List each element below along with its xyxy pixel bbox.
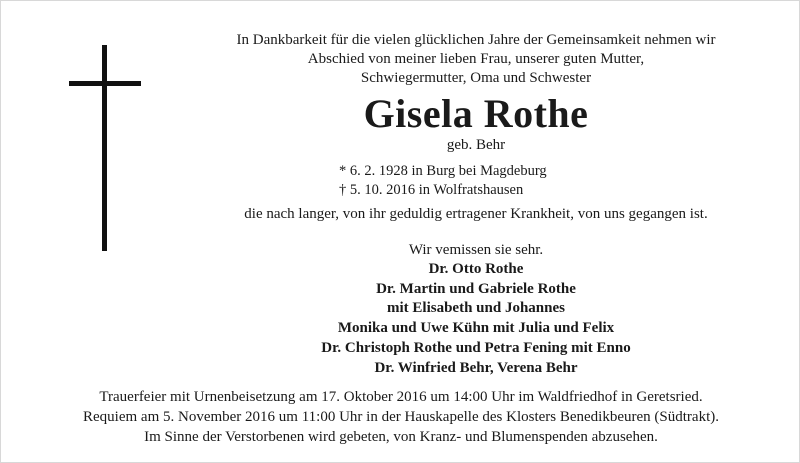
birth-name: geb. Behr (446, 137, 506, 153)
funeral-service-line: Trauerfeier mit Urnenbeisetzung am 17. Oktober 2016 um 14:00 Uhr im Waldfriedhof in Geretsried. (99, 389, 703, 405)
mourner-line: Dr. Martin und Gabriele Rothe (376, 280, 576, 297)
intro-line-2: Abschied von meiner lieben Frau, unserer guten Mutter, (307, 51, 645, 67)
deceased-name: Gisela Rothe (363, 91, 589, 136)
life-dates (339, 162, 547, 200)
birth-date: * 6. 2. 1928 in Burg bei Magdeburg (339, 163, 547, 179)
mourner-line: Dr. Otto Rothe (428, 261, 524, 277)
requiem-line: Requiem am 5. November 2016 um 11:00 Uhr in der Hauskapelle des Klosters Benedikbeuren (Südtrakt). (83, 409, 719, 425)
illness-statement: die nach langer, von ihr geduldig ertragener Krankheit, von uns gegangen ist. (244, 206, 708, 222)
mourner-line: mit Elisabeth und Johannes (387, 300, 565, 317)
mourner-line: Monika und Uwe Kühn mit Julia und Felix (337, 320, 615, 337)
ceremony-info (1, 387, 800, 447)
miss-statement: Wir vemissen sie sehr. (408, 242, 544, 258)
death-date: † 5. 10. 2016 in Wolfratshausen (339, 182, 524, 198)
mourner-line: Dr. Winfried Behr, Verena Behr (374, 359, 578, 376)
mourner-line: Dr. Christoph Rothe und Petra Fening mit Enno (321, 339, 631, 356)
flowers-request-line: Im Sinne der Verstorbenen wird gebeten, von Kranz- und Blumenspenden abzusehen. (144, 429, 658, 445)
intro-line-3: Schwiegermutter, Oma und Schwester (360, 70, 592, 86)
mourners-list (131, 260, 800, 378)
intro-line-1: In Dankbarkeit für die vielen glücklichen Jahre der Gemeinsamkeit nehmen wir (236, 32, 716, 48)
